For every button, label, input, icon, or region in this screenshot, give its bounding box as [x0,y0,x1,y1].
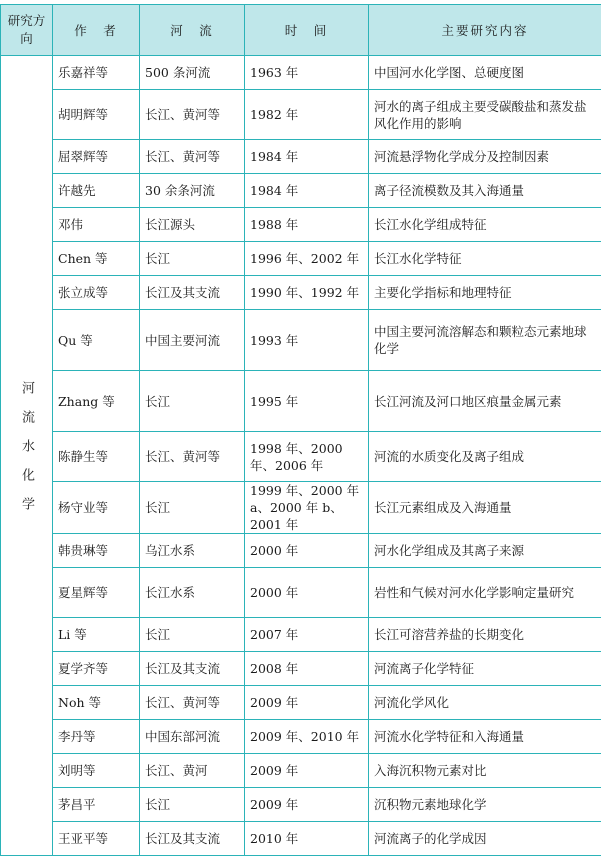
cell-time: 1988 年 [245,208,369,242]
direction-cell [1,56,53,856]
table-row [1,56,601,90]
cell-content: 入海沉积物元素对比 [369,754,601,788]
cell-content: 河流离子的化学成因 [369,822,601,856]
cell-author: 许越先 [53,174,140,208]
cell-content: 岩性和气候对河水化学影响定量研究 [369,568,601,618]
cell-author: 邓伟 [53,208,140,242]
cell-content: 沉积物元素地球化学 [369,788,601,822]
cell-content: 长江元素组成及入海通量 [369,482,601,534]
cell-river: 500 条河流 [140,56,245,90]
cell-content: 中国河水化学图、总硬度图 [369,56,601,90]
cell-time: 1963 年 [245,56,369,90]
cell-river: 长江、黄河等 [140,432,245,482]
table-row [1,371,601,432]
cell-time: 1993 年 [245,310,369,371]
cell-river: 长江 [140,371,245,432]
cell-river: 长江、黄河等 [140,686,245,720]
table-row [1,822,601,856]
cell-author: Noh 等 [53,686,140,720]
cell-time: 1990 年、1992 年 [245,276,369,310]
table-row [1,686,601,720]
cell-river: 中国主要河流 [140,310,245,371]
table-row [1,534,601,568]
cell-time: 1984 年 [245,174,369,208]
cell-content: 河流化学风化 [369,686,601,720]
cell-content: 长江水化学组成特征 [369,208,601,242]
cell-time: 2000 年 [245,568,369,618]
cell-river: 长江及其支流 [140,652,245,686]
cell-content: 河流的水质变化及离子组成 [369,432,601,482]
cell-author: 杨守业等 [53,482,140,534]
cell-time: 1995 年 [245,371,369,432]
cell-author: 胡明辉等 [53,90,140,140]
table-row [1,618,601,652]
cell-author: 夏学齐等 [53,652,140,686]
cell-river: 长江、黄河等 [140,90,245,140]
cell-river: 长江 [140,482,245,534]
cell-time: 1982 年 [245,90,369,140]
cell-river: 长江水系 [140,568,245,618]
cell-content: 河流悬浮物化学成分及控制因素 [369,140,601,174]
cell-author: 乐嘉祥等 [53,56,140,90]
cell-time: 2009 年 [245,686,369,720]
cell-author: 屈翠辉等 [53,140,140,174]
header-author: 作 者 [53,5,140,56]
cell-time: 2007 年 [245,618,369,652]
cell-content: 主要化学指标和地理特征 [369,276,601,310]
cell-river: 中国东部河流 [140,720,245,754]
cell-content: 河水的离子组成主要受碳酸盐和蒸发盐风化作用的影响 [369,90,601,140]
cell-author: Qu 等 [53,310,140,371]
cell-content: 河流离子化学特征 [369,652,601,686]
table-row [1,276,601,310]
cell-author: 刘明等 [53,754,140,788]
header-row [1,5,601,56]
table-row [1,310,601,371]
cell-river: 长江 [140,618,245,652]
cell-content: 长江可溶营养盐的长期变化 [369,618,601,652]
cell-time: 2010 年 [245,822,369,856]
cell-river: 乌江水系 [140,534,245,568]
table-row [1,568,601,618]
cell-river: 长江及其支流 [140,822,245,856]
cell-river: 长江 [140,242,245,276]
table-row [1,432,601,482]
cell-author: 茅昌平 [53,788,140,822]
table-row [1,482,601,534]
cell-content: 长江河流及河口地区痕量金属元素 [369,371,601,432]
cell-time: 2009 年 [245,754,369,788]
cell-time: 2009 年 [245,788,369,822]
cell-author: 夏星辉等 [53,568,140,618]
table-row [1,174,601,208]
cell-river: 长江及其支流 [140,276,245,310]
table-row [1,242,601,276]
cell-content: 河流水化学特征和入海通量 [369,720,601,754]
cell-content: 中国主要河流溶解态和颗粒态元素地球化学 [369,310,601,371]
research-table [0,4,601,856]
cell-author: 张立成等 [53,276,140,310]
cell-time: 2009 年、2010 年 [245,720,369,754]
cell-time: 2008 年 [245,652,369,686]
cell-river: 长江源头 [140,208,245,242]
table-row [1,208,601,242]
cell-author: 王亚平等 [53,822,140,856]
header-direction: 研究方向 [1,5,53,56]
cell-content: 离子径流模数及其入海通量 [369,174,601,208]
cell-time: 1984 年 [245,140,369,174]
cell-author: Li 等 [53,618,140,652]
cell-time: 1998 年、2000 年、2006 年 [245,432,369,482]
header-river: 河 流 [140,5,245,56]
cell-river: 长江、黄河 [140,754,245,788]
table-row [1,788,601,822]
cell-river: 长江、黄河等 [140,140,245,174]
cell-river: 30 余条河流 [140,174,245,208]
table-row [1,720,601,754]
cell-author: 李丹等 [53,720,140,754]
cell-time: 2000 年 [245,534,369,568]
table-row [1,652,601,686]
cell-river: 长江 [140,788,245,822]
cell-content: 长江水化学特征 [369,242,601,276]
cell-author: 陈静生等 [53,432,140,482]
cell-author: 韩贵琳等 [53,534,140,568]
table-row [1,140,601,174]
table-row [1,754,601,788]
cell-content: 河水化学组成及其离子来源 [369,534,601,568]
table-row [1,90,601,140]
header-time: 时 间 [245,5,369,56]
cell-time: 1996 年、2002 年 [245,242,369,276]
cell-author: Chen 等 [53,242,140,276]
cell-time: 1999 年、2000 年 a、2000 年 b、2001 年 [245,482,369,534]
cell-author: Zhang 等 [53,371,140,432]
direction-label: 河流水化学 [19,381,34,526]
header-content: 主要研究内容 [369,5,601,56]
